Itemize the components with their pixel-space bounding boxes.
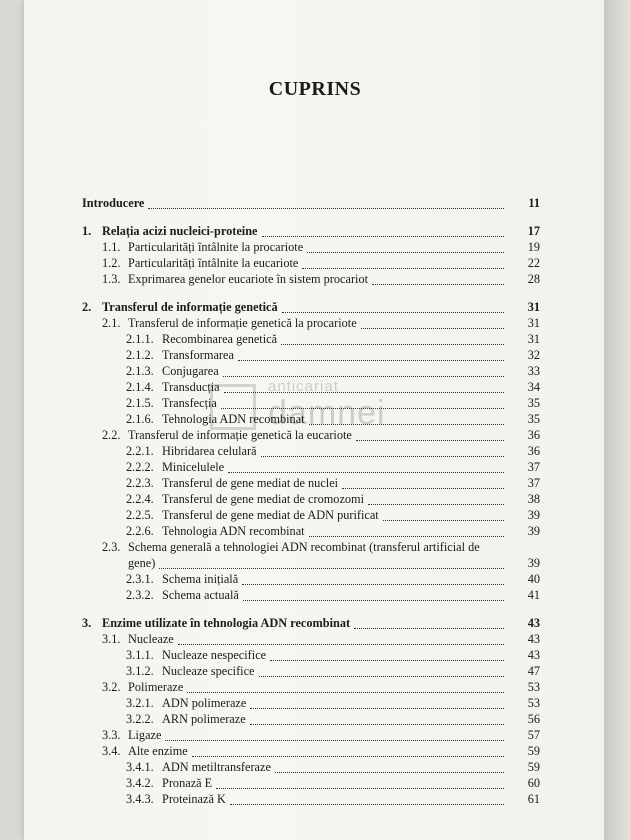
toc-entry-page: 35 [527, 396, 540, 410]
toc-entry-title: Schema actuală [162, 588, 239, 602]
toc-entry-number: 2.2.5. [126, 508, 154, 522]
toc-entry-title: Schema generală a tehnologiei ADN recombinat (transferul artificial de [128, 540, 480, 554]
toc-entry-page: 34 [527, 380, 540, 394]
toc-entry-page: 31 [527, 316, 540, 330]
toc-entry-title: Conjugarea [162, 364, 219, 378]
toc-entry [82, 411, 540, 427]
toc-entry-number: 3.3. [102, 728, 121, 742]
toc-entry [82, 443, 540, 459]
toc-entry [82, 791, 540, 807]
toc-entry [82, 475, 540, 491]
toc-entry-page: 59 [527, 760, 540, 774]
toc-leader-dots [230, 794, 504, 805]
toc-leader-dots [223, 366, 504, 377]
toc-entry [82, 663, 540, 679]
toc-entry-number: 2.1.4. [126, 380, 154, 394]
toc-entry-number: 2.1. [102, 316, 121, 330]
toc-leader-dots [178, 634, 504, 645]
toc-leader-dots [159, 558, 504, 569]
toc-entry-number: 1.1. [102, 240, 121, 254]
toc-entry-number: 2.3.2. [126, 588, 154, 602]
toc-leader-dots [275, 762, 504, 773]
watermark-text-bottom: damnei [268, 394, 386, 432]
toc-entry-title: Nucleaze specifice [162, 664, 255, 678]
toc-entry-number: 3.2.2. [126, 712, 154, 726]
toc-entry-number: 1.3. [102, 272, 121, 286]
toc-entry [82, 759, 540, 775]
toc-entry [82, 223, 540, 239]
toc-entry [82, 195, 540, 211]
toc-entry-page: 56 [527, 712, 540, 726]
toc-entry-page: 32 [527, 348, 540, 362]
toc-entry [82, 395, 540, 411]
toc-entry-page: 59 [527, 744, 540, 758]
toc-entry-number: 2.1.3. [126, 364, 154, 378]
toc-entry-title: Recombinarea genetică [162, 332, 278, 346]
toc-entry-title: Transferul de gene mediat de nuclei [162, 476, 339, 490]
toc-entry-title: Transferul de informație genetică [102, 300, 278, 314]
toc-leader-dots [250, 698, 504, 709]
toc-entry-line [102, 539, 540, 555]
toc-entry-page: 35 [527, 412, 540, 426]
toc-entry [82, 331, 540, 347]
toc-entry-title: Transfecția [162, 396, 217, 410]
toc-entry-number: 1. [82, 224, 92, 238]
toc-entry-title: Nucleaze [128, 632, 174, 646]
toc-entry-title: Minicelulele [162, 460, 225, 474]
toc-leader-dots [309, 414, 504, 425]
toc-entry [82, 255, 540, 271]
toc-entry-title: Alte enzime [128, 744, 188, 758]
toc-entry [82, 379, 540, 395]
toc-leader-dots [238, 350, 504, 361]
toc-entry-page: 11 [528, 196, 540, 210]
toc-leader-dots [242, 574, 504, 585]
toc-entry-page: 31 [527, 332, 540, 346]
toc-entry-title: Ligaze [128, 728, 162, 742]
toc-entry-number: 2.2.3. [126, 476, 154, 490]
toc-leader-dots [165, 730, 504, 741]
toc-entry [82, 523, 540, 539]
toc-entry [82, 631, 540, 647]
toc-entry-number: 3.2. [102, 680, 121, 694]
toc-entry [82, 239, 540, 255]
toc-entry-number: 3.4.2. [126, 776, 154, 790]
toc-entry-title: Transferul de informație genetică la eucariote [128, 428, 352, 442]
toc-entry-page: 31 [527, 300, 540, 314]
toc-entry-title: Hibridarea celulară [162, 444, 257, 458]
toc-entry-page: 61 [527, 792, 540, 806]
toc-entry-title-continued: gene) [128, 556, 156, 570]
toc-entry [82, 315, 540, 331]
toc-leader-dots [250, 714, 504, 725]
toc-entry-number: 1.2. [102, 256, 121, 270]
toc-gap [82, 287, 540, 299]
toc-entry [82, 695, 540, 711]
toc-leader-dots [372, 274, 504, 285]
toc-entry-page: 36 [527, 428, 540, 442]
toc-entry [82, 491, 540, 507]
toc-entry [82, 299, 540, 315]
toc-entry-page: 47 [527, 664, 540, 678]
toc-entry-page: 36 [527, 444, 540, 458]
toc-entry-title: Nucleaze nespecifice [162, 648, 267, 662]
toc-leader-dots [282, 302, 504, 313]
toc-leader-dots [228, 462, 504, 473]
toc-leader-dots [309, 526, 504, 537]
toc-leader-dots [262, 226, 505, 237]
toc-gap [82, 211, 540, 223]
toc-entry [82, 459, 540, 475]
toc-entry-title: Polimeraze [128, 680, 184, 694]
toc-entry-title: Transferul de gene mediat de ADN purificat [162, 508, 379, 522]
page-edge-shadow [604, 0, 630, 840]
toc-entry-title: Schema inițială [162, 572, 239, 586]
toc-entry [82, 775, 540, 791]
toc-entry [82, 363, 540, 379]
toc-leader-dots [187, 682, 504, 693]
toc-entry-number: 2.2.6. [126, 524, 154, 538]
toc-leader-dots [224, 382, 504, 393]
toc-entry-page: 17 [527, 224, 540, 238]
toc-entry [82, 647, 540, 663]
toc-entry [82, 507, 540, 523]
toc-entry-number: 2.2.1. [126, 444, 154, 458]
toc-entry-number: 3.1.1. [126, 648, 154, 662]
toc-entry [82, 347, 540, 363]
toc-entry-title: ADN polimeraze [162, 696, 247, 710]
toc-entry-title: Transducția [162, 380, 220, 394]
toc-entry-title: Transferul de informație genetică la procariote [128, 316, 357, 330]
toc-leader-dots [361, 318, 504, 329]
toc-entry [82, 539, 540, 571]
toc-leader-dots [259, 666, 504, 677]
toc-entry-page: 57 [527, 728, 540, 742]
toc-leader-dots [356, 430, 504, 441]
toc-leader-dots [307, 242, 504, 253]
toc-entry-title: ARN polimeraze [162, 712, 246, 726]
toc-leader-dots [148, 198, 504, 209]
toc-leader-dots [342, 478, 504, 489]
toc-entry-number: 2.2. [102, 428, 121, 442]
toc-entry-number: 2.1.1. [126, 332, 154, 346]
toc-entry [82, 271, 540, 287]
toc-entry-number: 2.1.2. [126, 348, 154, 362]
toc-entry-number: 3.1.2. [126, 664, 154, 678]
toc-entry-number: 3. [82, 616, 92, 630]
toc-leader-dots [216, 778, 504, 789]
toc-entry-page: 28 [527, 272, 540, 286]
toc-entry-page: 37 [527, 476, 540, 490]
toc-entry-title: Tehnologia ADN recombinat [162, 524, 305, 538]
toc-entry-title: Particularități întâlnite la procariote [128, 240, 304, 254]
toc-entry-number: 2.1.6. [126, 412, 154, 426]
toc-entry [82, 727, 540, 743]
toc-entry-page: 43 [527, 648, 540, 662]
watermark-text-top: anticariat [268, 378, 339, 395]
toc-entry-title: Exprimarea genelor eucariote în sistem procariot [128, 272, 369, 286]
toc-leader-dots [261, 446, 504, 457]
toc-entry-page: 60 [527, 776, 540, 790]
toc-entry [82, 679, 540, 695]
toc-leader-dots [302, 258, 504, 269]
toc-entry-number: 2.3. [102, 540, 121, 554]
toc-leader-dots [368, 494, 504, 505]
toc-entry-page: 40 [527, 572, 540, 586]
table-of-contents [82, 195, 540, 807]
toc-entry-number: 2.2.4. [126, 492, 154, 506]
toc-entry-number: 2.3.1. [126, 572, 154, 586]
toc-leader-dots [243, 590, 504, 601]
toc-entry-page: 53 [527, 680, 540, 694]
toc-leader-dots [354, 618, 504, 629]
toc-entry [82, 743, 540, 759]
toc-entry-number: 3.2.1. [126, 696, 154, 710]
toc-leader-dots [281, 334, 504, 345]
toc-entry-number: 2.2.2. [126, 460, 154, 474]
page-title: CUPRINS [268, 78, 362, 100]
toc-entry-page: 37 [527, 460, 540, 474]
toc-entry-title: ADN metiltransferaze [162, 760, 271, 774]
toc-entry-page: 53 [527, 696, 540, 710]
toc-leader-dots [383, 510, 504, 521]
toc-entry-title: Proteinază K [162, 792, 226, 806]
toc-entry-number: 3.4.3. [126, 792, 154, 806]
toc-entry-title: Particularități întâlnite la eucariote [128, 256, 299, 270]
toc-entry-title: Transferul de gene mediat de cromozomi [162, 492, 365, 506]
toc-entry-title: Relația acizi nucleici-proteine [102, 224, 258, 238]
toc-entry-page: 22 [527, 256, 540, 270]
toc-entry-title: Introducere [82, 196, 145, 210]
toc-gap [82, 603, 540, 615]
toc-entry-page: 41 [527, 588, 540, 602]
toc-entry-title: Tehnologia ADN recombinat [162, 412, 305, 426]
toc-entry [82, 571, 540, 587]
toc-entry [82, 427, 540, 443]
toc-leader-dots [192, 746, 504, 757]
toc-entry-title: Pronază E [162, 776, 213, 790]
toc-entry-title: Transformarea [162, 348, 234, 362]
toc-entry-page: 39 [527, 524, 540, 538]
toc-entry-page: 38 [527, 492, 540, 506]
toc-entry-number: 2. [82, 300, 92, 314]
toc-entry [82, 711, 540, 727]
toc-entry-page: 39 [527, 508, 540, 522]
toc-entry-page: 43 [527, 632, 540, 646]
toc-entry [82, 615, 540, 631]
toc-entry-line [102, 555, 540, 571]
toc-entry-number: 3.4.1. [126, 760, 154, 774]
toc-entry-title: Enzime utilizate în tehnologia ADN recombinat [102, 616, 351, 630]
toc-entry-page: 39 [527, 556, 540, 570]
toc-entry-page: 33 [527, 364, 540, 378]
toc-leader-dots [221, 398, 504, 409]
toc-entry-page: 19 [527, 240, 540, 254]
toc-entry [82, 587, 540, 603]
toc-entry-number: 3.4. [102, 744, 121, 758]
toc-entry-number: 3.1. [102, 632, 121, 646]
toc-entry-number: 2.1.5. [126, 396, 154, 410]
toc-entry-page: 43 [527, 616, 540, 630]
toc-leader-dots [270, 650, 504, 661]
